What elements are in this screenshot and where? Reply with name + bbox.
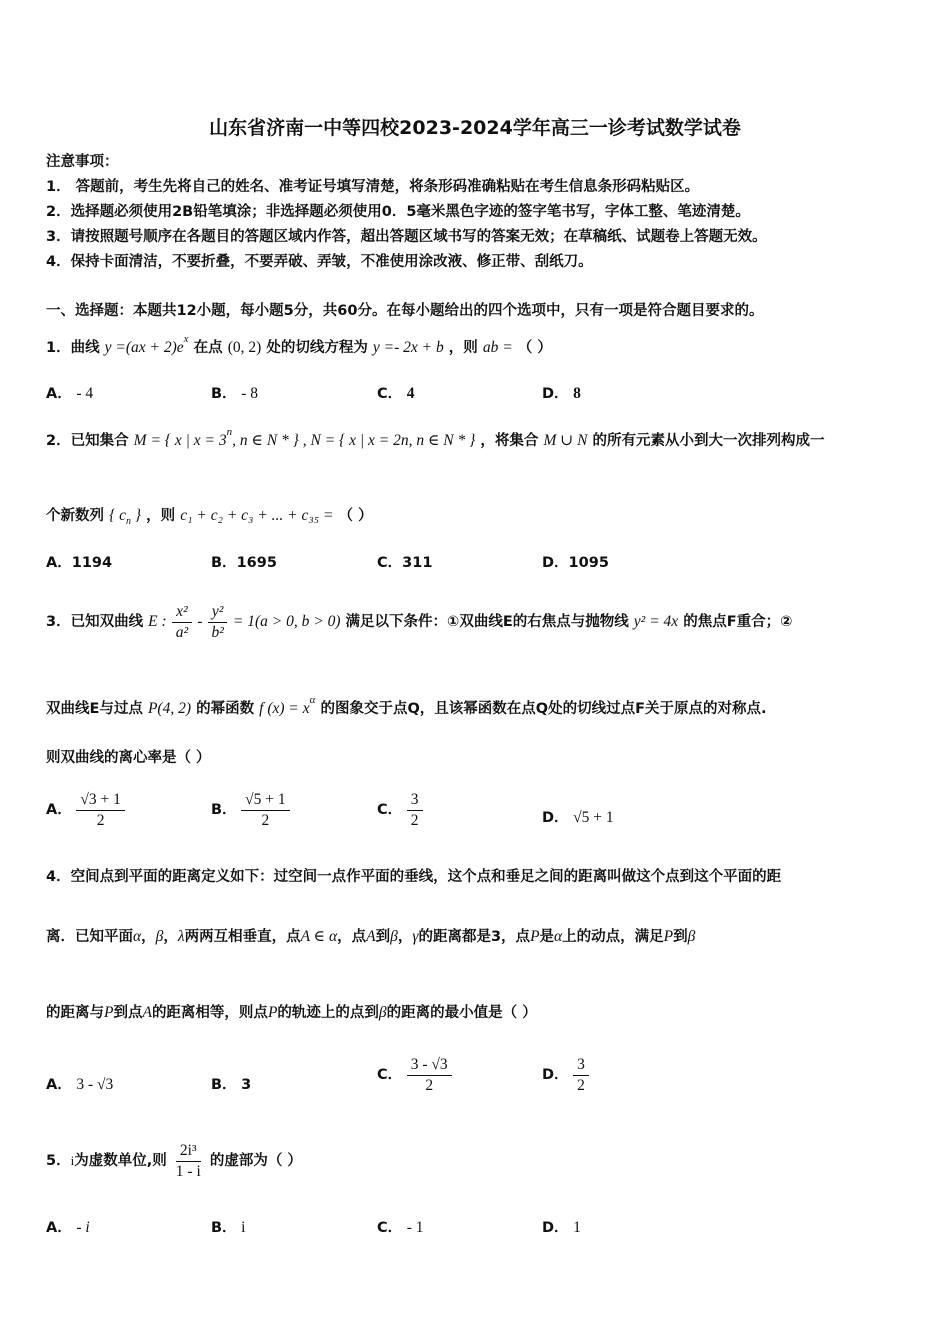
notice-item: 1． 答题前，考生先将自己的姓名、准考证号填写清楚，将条形码准确粘贴在考生信息条形码粘贴区。 (46, 179, 700, 195)
q3-text: 3．已知双曲线 (46, 614, 144, 630)
q1-tangent: y =- 2x + b (372, 339, 444, 356)
q1-option-c[interactable]: C． 4 (377, 385, 415, 402)
question-2 (46, 426, 825, 452)
q1-option-d[interactable]: D． 8 (542, 385, 581, 402)
q5-fraction: $\frac{\text{2i³}}{1 - i}$ (175, 1141, 201, 1180)
q2-blank: （ ） (338, 508, 373, 524)
q1-option-a[interactable]: A． - 4 (46, 385, 94, 402)
q2-sets: M = { x | $x = 3^n$, n ∈ N * } , N = { x | x = 2n, n ∈ N * } (133, 426, 476, 449)
q3-e: E : (148, 613, 167, 630)
q3-frac-y: $\frac{\text{y²}}{\text{b²}}$ (207, 602, 227, 643)
notice-item: 4．保持卡面清洁，不要折叠，不要弄破、弄皱，不准使用涂改液、修正带、刮纸刀。 (46, 254, 593, 270)
q2-text: 个新数列 (46, 508, 104, 524)
question-4: 4．空间点到平面的距离定义如下：过空间一点作平面的垂线，这个点和垂足之间的距离叫做这个点到这个平面的距 (46, 869, 782, 885)
q3-power: f $(x) = x^\alpha$ (259, 694, 316, 717)
q2-text: ，则 (146, 508, 176, 524)
q2-option-b[interactable]: B．1695 (211, 555, 277, 571)
q4-option-d[interactable]: D． $\frac{3}{2}$ (542, 1052, 589, 1098)
q3-cond: = 1(a > 0, b > 0) (232, 613, 341, 630)
question-3 (46, 596, 792, 648)
q1-text: ，则 (448, 340, 478, 356)
q2-text: ，将集合 (480, 433, 539, 449)
q1-ab: ab = (482, 339, 513, 356)
question-1 (46, 333, 552, 359)
q3-prompt: 则双曲线的离心率是（ ） (46, 750, 211, 766)
q5-option-b[interactable]: B． i (211, 1219, 246, 1236)
q2-option-d[interactable]: D．1095 (542, 555, 609, 571)
q5-option-d[interactable]: D． 1 (542, 1219, 581, 1236)
q3-text: 满足以下条件：①双曲线E的右焦点与抛物线 (345, 614, 629, 630)
q3-text: 的幂函数 (196, 701, 255, 717)
q2-option-c[interactable]: C．311 (377, 555, 433, 571)
question-5: 5．i为虚数单位,则 $\frac{\text{2i³}}{1 - i}$ 的虚部为（ ） (46, 1141, 302, 1180)
q3-text: 双曲线E与过点 (46, 701, 143, 717)
q3-option-b[interactable]: B． $\frac{√5 + 1}{2}$ (211, 787, 290, 833)
q3-option-a[interactable]: A． $\frac{√3 + 1}{2}$ (46, 787, 125, 833)
q1-curve: $y =(ax + 2)e^x$ (104, 333, 189, 356)
q5-option-c[interactable]: C． - 1 (377, 1219, 424, 1236)
q1-point: (0, 2) (227, 339, 262, 356)
q2-sequence: { $c_n$ } (109, 507, 142, 528)
q3-option-d[interactable]: D． √5 + 1 (542, 809, 614, 826)
question-4-cont2: 的距离与P到点A的距离相等，则点P的轨迹上的点到β的距离的最小值是（ ） (46, 1004, 537, 1021)
q1-blank: （ ） (517, 340, 552, 356)
notice-item: 2．选择题必须使用2B铅笔填涂；非选择题必须使用0．5毫米黑色字迹的签字笔书写，字体工整、笔迹清楚。 (46, 204, 750, 220)
question-3-cont (46, 694, 767, 720)
q1-option-b[interactable]: B． - 8 (211, 385, 258, 402)
q4-option-b[interactable]: B． 3 (211, 1077, 252, 1093)
q3-text: 的焦点F重合；② (683, 614, 793, 630)
q3-option-c[interactable]: C． $\frac{3}{2}$ (377, 787, 423, 833)
q3-frac-x: $\frac{\text{x²}}{\text{a²}}$ (172, 602, 192, 643)
q1-text: 处的切线方程为 (266, 340, 368, 356)
notice-item: 3．请按照题号顺序在各题目的答题区域内作答，超出答题区域书写的答案无效；在草稿纸、试题卷上答题无效。 (46, 229, 767, 245)
q5-option-a[interactable]: A． - i (46, 1219, 90, 1236)
q2-option-a[interactable]: A．1194 (46, 555, 113, 571)
q3-minus: - (197, 613, 203, 630)
q2-union: M ∪ N (543, 432, 588, 449)
notice-heading: 注意事项： (46, 154, 119, 170)
question-2-cont (46, 506, 373, 532)
section-heading: 一、选择题：本题共12小题，每小题5分，共60分。在每小题给出的四个选项中，只有一项是符合题目要求的。 (46, 303, 764, 319)
q1-text: 在点 (193, 340, 223, 356)
q2-text: 2．已知集合 (46, 433, 129, 449)
q3-parabola: y² = 4x (633, 613, 679, 630)
q1-text: 1．曲线 (46, 340, 100, 356)
q4-option-a[interactable]: A． 3 - √3 (46, 1076, 114, 1093)
q3-text: 的图象交于点Q，且该幂函数在点Q处的切线过点F关于原点的对称点. (320, 701, 767, 717)
page-title: 山东省济南一中等四校2023-2024学年高三一诊考试数学试卷 (209, 117, 741, 139)
q2-text: 的所有元素从小到大一次排列构成一 (592, 433, 825, 449)
q4-option-c[interactable]: C． $\frac{3 - √3}{2}$ (377, 1052, 452, 1098)
question-4-cont: 离．已知平面α，β，λ两两互相垂直，点A ∈ α，点A到β，γ的距离都是3，点P是α上的动点，满足P到β (46, 928, 696, 945)
q3-point: P(4, 2) (147, 700, 192, 717)
q2-sum: c₁ + c₂ + c₃ + ... + c₃₅ = (180, 507, 334, 524)
